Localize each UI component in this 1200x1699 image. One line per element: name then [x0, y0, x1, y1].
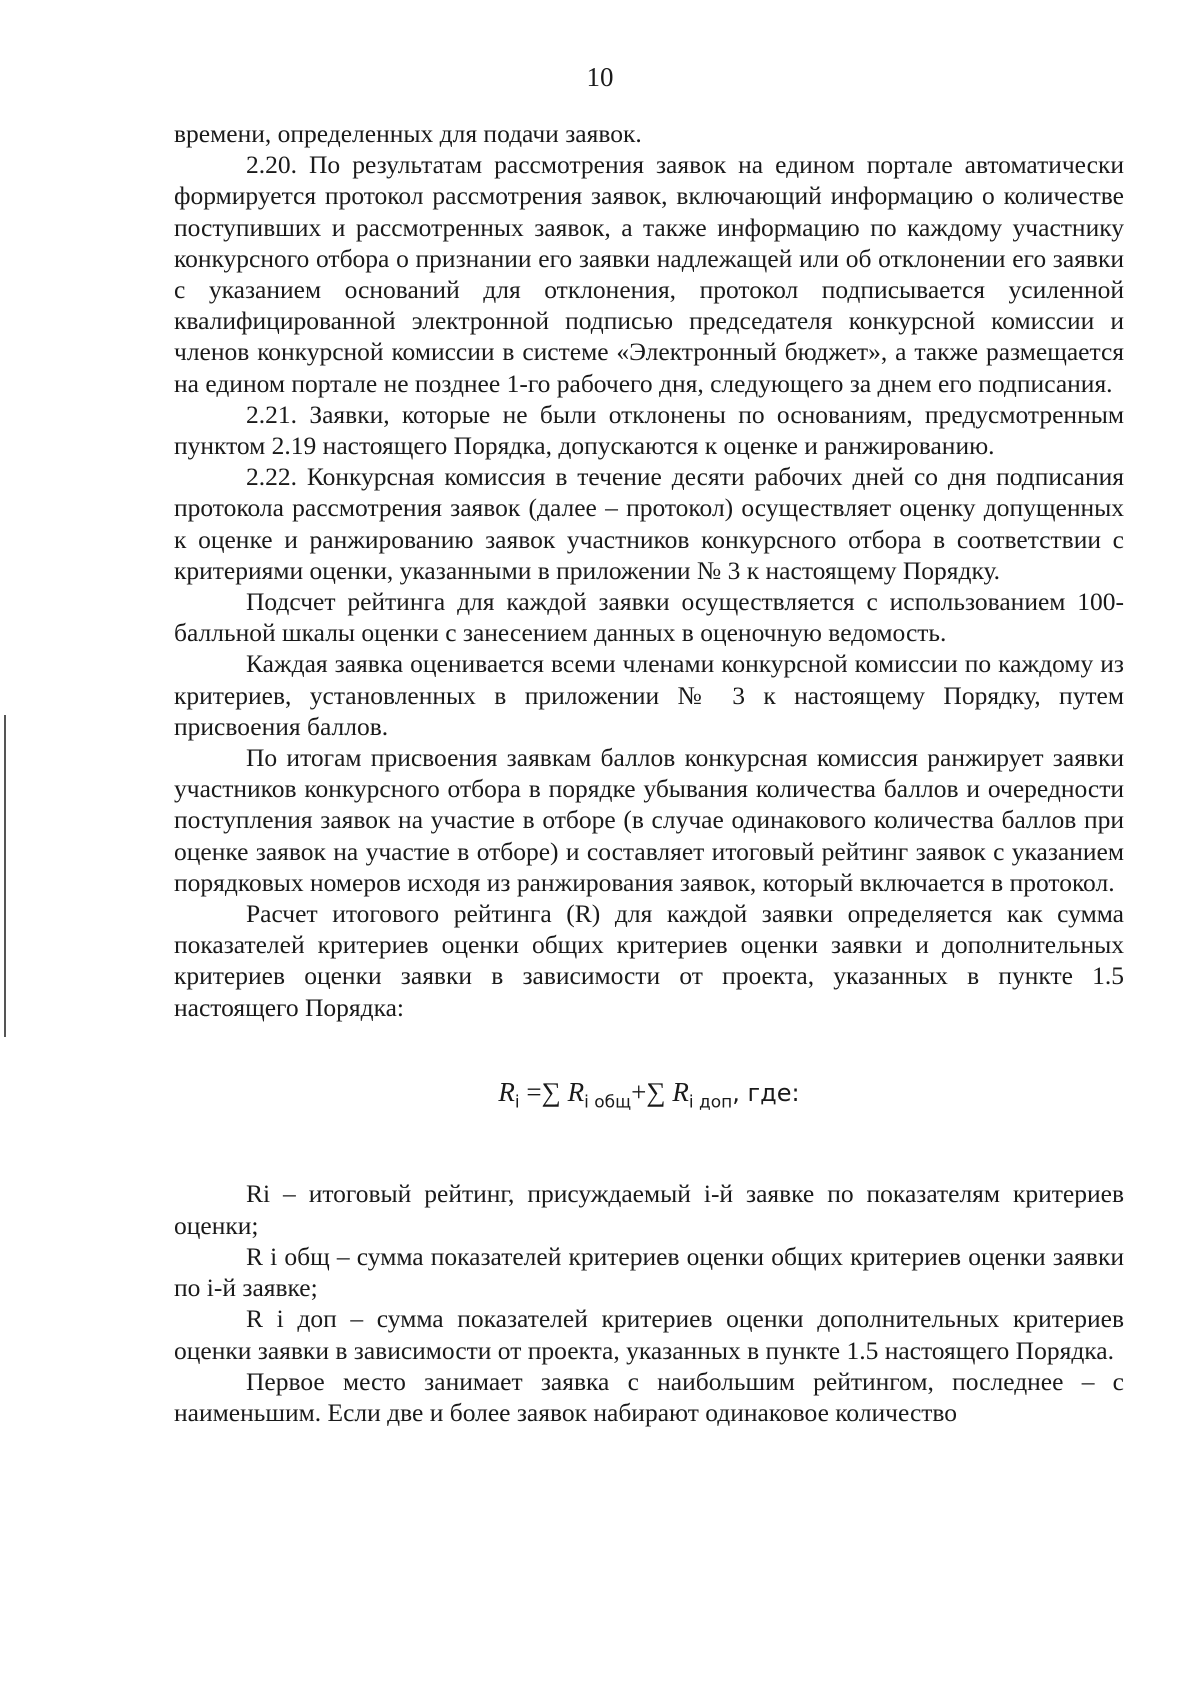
paragraph-first-place: Первое место занимает заявка с наибольшим рейтингом, последнее – с наименьшим. Если две и более заявок набирают одинаковое количество	[174, 1366, 1124, 1427]
page-number: 10	[586, 62, 614, 92]
formula-lhs: R	[498, 1076, 515, 1107]
definition-ri-general: R i общ – сумма показателей критериев оценки общих критериев оценки заявки по i-й заявке;	[174, 1241, 1124, 1303]
paragraph-ranking: По итогам присвоения заявкам баллов конкурсная комиссия ранжирует заявки участников конкурсного отбора в порядке убывания количества баллов и очередности поступления заявок на участие в отборе (в случае одинакового количества баллов при оценке заявок на участие в отборе) и составляет итоговый рейтинг заявок с указанием порядковых номеров исходя из ранжирования заявок, который включается в протокол.	[174, 743, 1124, 897]
paragraph-2-21: 2.21. Заявки, которые не были отклонены по основаниям, предусмотренным пунктом 2.19 настоящего Порядка, допускаются к оценке и ранжированию.	[174, 399, 1124, 461]
formula-term-general-sub: i общ	[584, 1092, 632, 1113]
formula-term-additional: R	[672, 1076, 689, 1107]
scan-margin-line	[4, 715, 6, 1037]
paragraph-rating-calculation: Расчет итогового рейтинга (R) для каждой заявки определяется как сумма показателей критериев оценки общих критериев оценки заявки и дополнительных критериев оценки заявки в зависимости от проекта, указанных в пункте 1.5 настоящего Порядка:	[174, 899, 1124, 1022]
rating-formula	[174, 1077, 1124, 1119]
paragraph-2-22: 2.22. Конкурсная комиссия в течение десяти рабочих дней со дня подписания протокола рассмотрения заявок (далее – протокол) осуществляет оценку допущенных к оценке и ранжированию заявок участников конкурсного отбора в соответствии с критериями оценки, указанными в приложении № 3 к настоящему Порядку.	[174, 462, 1124, 585]
formula-term-general: R	[567, 1076, 585, 1107]
paragraph-2-20: 2.20. По результатам рассмотрения заявок на едином портале автоматически формируется протокол рассмотрения заявок, включающий информацию о количестве поступивших и рассмотренных заявок, а также информацию по каждому участнику конкурсного отбора о признании его заявки надлежащей или об отклонении его заявки с указанием оснований для отклонения, протокол подписывается усиленной квалифицированной электронной подписью председателя конкурсной комиссии и членов конкурсной комиссии в системе «Электронный бюджет», а также размещается на едином портале не позднее 1-го рабочего дня, следующего за днем его подписания.	[174, 150, 1124, 398]
formula-eq-sum: =∑	[519, 1076, 568, 1107]
paragraph-continuation: времени, определенных для подачи заявок.	[174, 119, 642, 148]
document-body	[174, 118, 1124, 1428]
formula-tail: , где:	[732, 1078, 800, 1107]
formula-lhs-sub: i	[514, 1092, 520, 1113]
paragraph-rating-count: Подсчет рейтинга для каждой заявки осуществляется с использованием 100-балльной шкалы оценки с занесением данных в оценочную ведомость.	[174, 587, 1124, 648]
definition-ri: Ri – итоговый рейтинг, присуждаемый i-й заявке по показателям критериев оценки;	[174, 1179, 1124, 1240]
definition-ri-additional: R i доп – сумма показателей критериев оценки дополнительных критериев оценки заявки в зависимости от проекта, указанных в пункте 1.5 настоящего Порядка.	[174, 1304, 1124, 1365]
formula-plus-sum: +∑	[631, 1076, 673, 1107]
paragraph-evaluation: Каждая заявка оценивается всеми членами конкурсной комиссии по каждому из критериев, установленных в приложении № 3 к настоящему Порядку, путем присвоения баллов.	[174, 649, 1124, 741]
formula-term-additional-sub: i доп	[688, 1092, 733, 1113]
